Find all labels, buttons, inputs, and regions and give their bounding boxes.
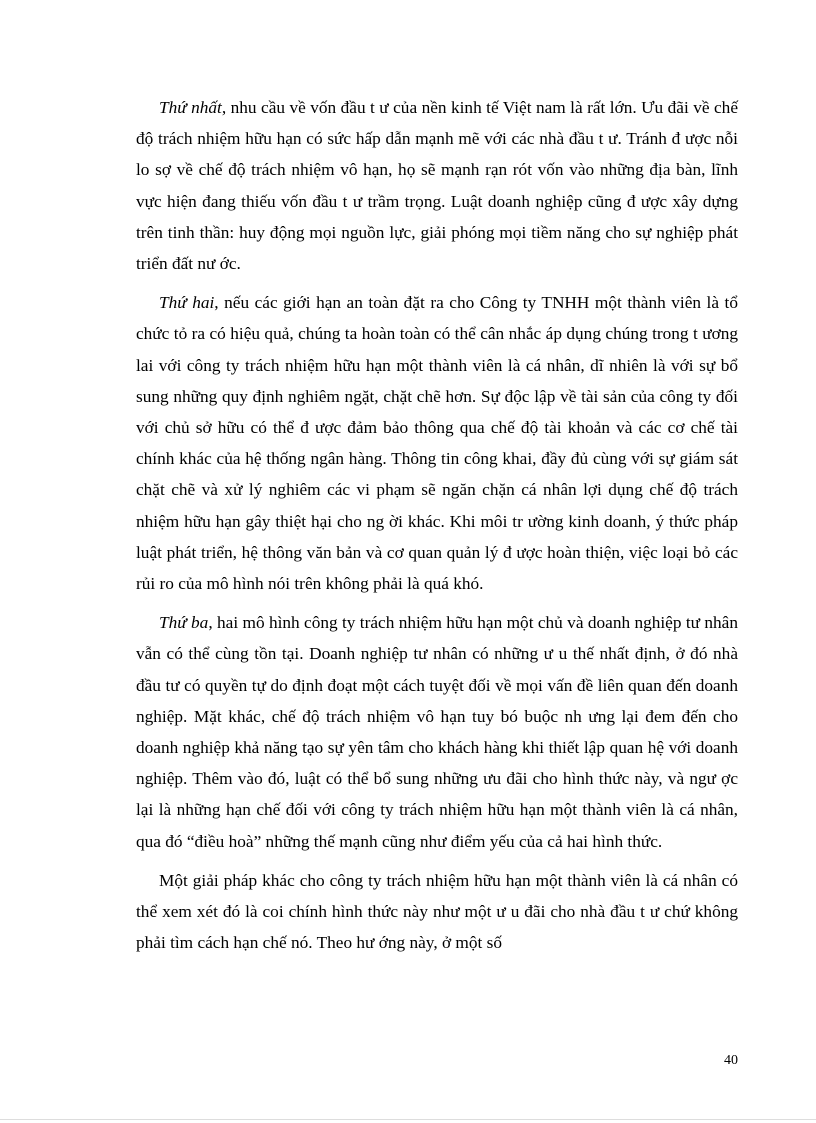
paragraph-thu-ba bbox=[136, 607, 738, 857]
paragraph-lead: Thứ nhất bbox=[159, 98, 222, 117]
paragraph-thu-hai bbox=[136, 287, 738, 599]
body-text bbox=[136, 92, 738, 958]
paragraph-thu-nhat bbox=[136, 92, 738, 279]
paragraph-giai-phap bbox=[136, 865, 738, 959]
page-number: 40 bbox=[724, 1053, 738, 1068]
paragraph-text: Một giải pháp khác cho công ty trách nhiệm hữu hạn một thành viên là cá nhân có thể xem xét đó là coi chính hình thức này như một ư u đãi cho nhà đầu t ư chứ không phải tìm cách hạn chế nó. Theo hư ớng này, ở một số bbox=[136, 870, 738, 953]
paragraph-text: , nếu các giới hạn an toàn đặt ra cho Công ty TNHH một thành viên là tổ chức tỏ ra có hiệu quả, chúng ta hoàn toàn có thể cân nhắc áp dụng chúng trong t ương lai với công ty trách nhiệm hữu hạn một thành viên là cá nhân, dĩ nhiên là với sự bổ sung những quy định nghiêm ngặt, chặt chẽ hơn. Sự độc lập về tài sản của công ty đối với chủ sở hữu có thể đ ược đảm bảo thông qua chế độ tài khoản và các cơ chế tài chính khác của hệ thống ngân hàng. Thông tin công khai, đầy đủ cùng với sự giám sát chặt chẽ và xử lý nghiêm các vi phạm sẽ ngăn chặn cá nhân lợi dụng chế độ trách nhiệm hữu hạn gây thiệt hại cho ng ời khác. Khi môi tr ường kinh doanh, ý thức pháp luật phát triển, hệ thông văn bản và cơ quan quản lý đ ược hoàn thiện, việc loại bỏ các rủi ro của mô hình nói trên không phải là quá khó. bbox=[136, 293, 738, 594]
paragraph-text: , hai mô hình công ty trách nhiệm hữu hạn một chủ và doanh nghiệp tư nhân vẫn có thể cùng tồn tại. Doanh nghiệp tư nhân có những ư u thế nhất định, ở đó nhà đầu tư có quyền tự do định đoạt một cách tuyệt đối về mọi vấn đề liên quan đến doanh nghiệp. Mặt khác, chế độ trách nhiệm vô hạn tuy bó buộc nh ưng lại đem đến cho doanh nghiệp khả năng tạo sự yên tâm cho khách hàng khi thiết lập quan hệ với doanh nghiệp. Thêm vào đó, luật có thể bổ sung những ưu đãi cho hình thức này, và ngư ợc lại là những hạn chế đối với công ty trách nhiệm hữu hạn một thành viên là cá nhân, qua đó “điều hoà” những thế mạnh cũng như điểm yếu của cả hai hình thức. bbox=[136, 613, 738, 851]
paragraph-text: , nhu cầu về vốn đầu t ư của nền kinh tế Việt nam là rất lớn. Ưu đãi về chế độ trách nhiệm hữu hạn có sức hấp dẫn mạnh mẽ với các nhà đầu t ư. Tránh đ ược nỗi lo sợ về chế độ trách nhiệm vô hạn, họ sẽ mạnh rạn rót vốn vào những địa bàn, lĩnh vực hiện đang thiếu vốn đầu t ư trầm trọng. Luật doanh nghiệp cũng đ ược xây dựng trên tinh thần: huy động mọi nguồn lực, giải phóng mọi tiềm năng cho sự nghiệp phát triển đất nư ớc. bbox=[136, 98, 738, 274]
page-bottom-divider bbox=[0, 1119, 816, 1120]
paragraph-lead: Thứ hai bbox=[159, 293, 215, 313]
paragraph-lead: Thứ ba bbox=[159, 613, 209, 633]
